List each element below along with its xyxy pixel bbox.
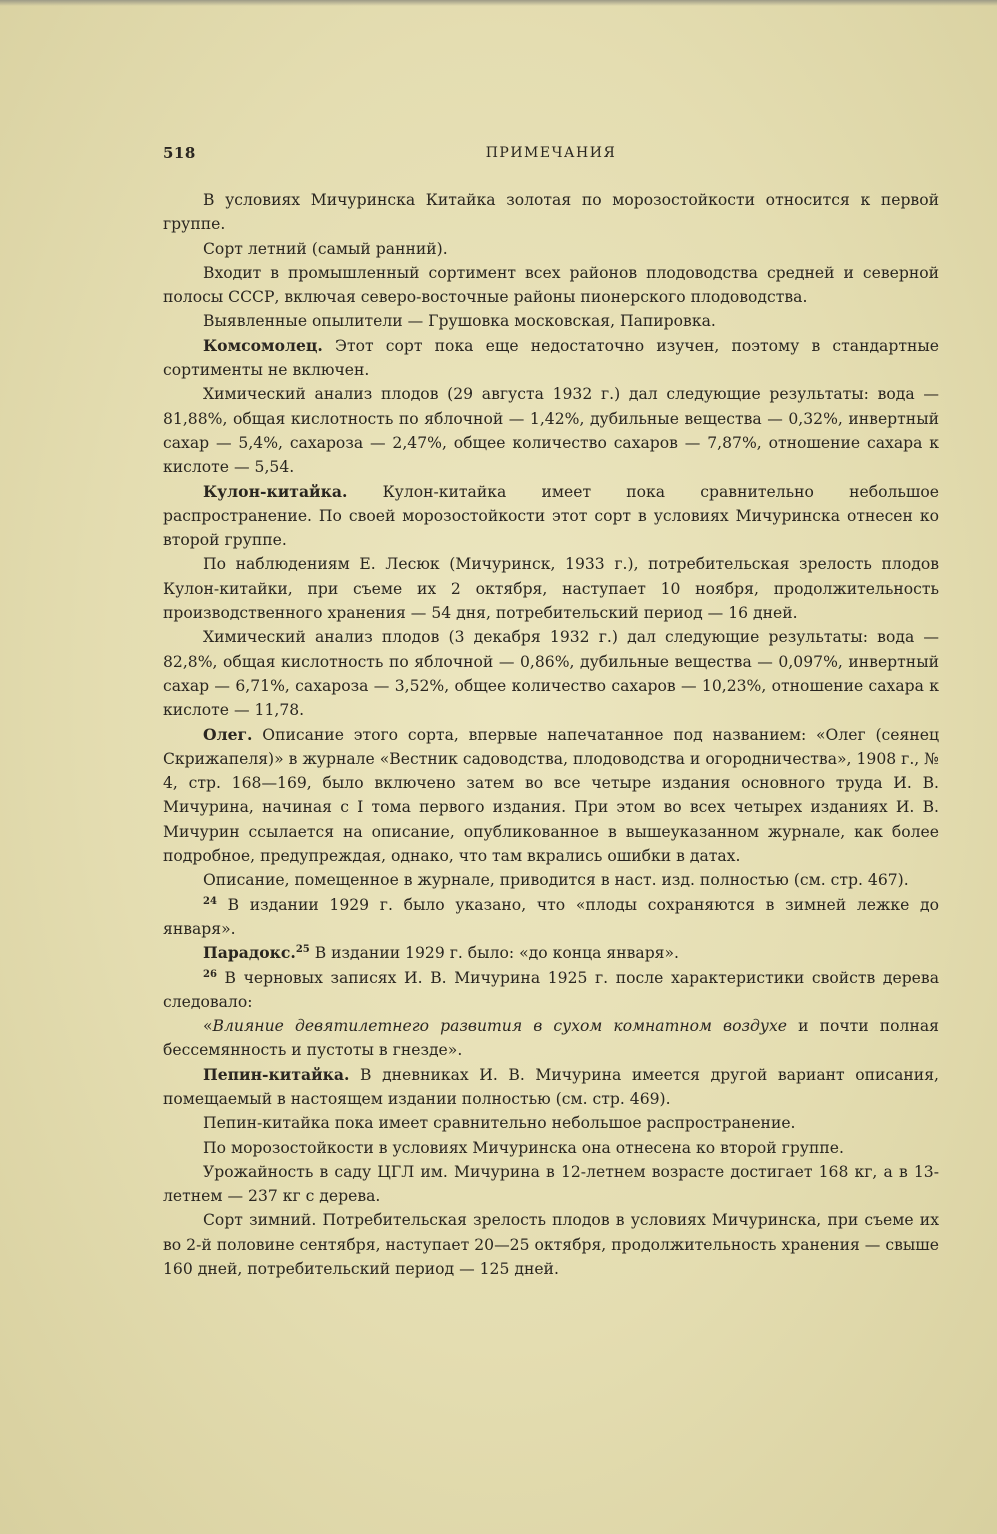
footnote-26: $^{26}$ В черновых записях И. В. Мичурина 1925 г. после характеристики свойств дерева следовало:	[163, 968, 939, 1011]
footnote-marker: 26	[203, 968, 217, 980]
variety-name: Олег.	[203, 724, 253, 744]
variety-name: Пепин-китайка.	[203, 1064, 350, 1084]
paragraph: Урожайность в саду ЦГЛ им. Мичурина в 12-летнем возрасте достигает 168 кг, а в 13-летнем — 237 кг с дерева.	[163, 1162, 939, 1206]
body-text	[163, 188, 939, 1281]
paragraph: Сорт зимний. Потребительская зрелость плодов в условиях Мичуринска, при съеме их во 2-й половине сентября, наступает 20—25 октября, продолжительность хранения — свыше 160 дней, потребительский период — 125 дней.	[163, 1211, 939, 1279]
variety-name: Парадокс.	[203, 943, 296, 963]
italic-quote: Влияние девятилетнего развития в сухом комнатном воздухе	[212, 1017, 787, 1036]
paragraph: Выявленные опылители — Грушовка московская, Папировка.	[203, 312, 716, 331]
footnote-marker: 24	[203, 895, 217, 907]
paragraph: По морозостойкости в условиях Мичуринска она отнесена ко второй группе.	[203, 1138, 844, 1157]
paragraph-paradoks: Парадокс.$^{25}$ В издании 1929 г. было: «до конца января».	[203, 943, 680, 963]
quotation: «Влияние девятилетнего развития в сухом комнатном воздухе и почти полная бессемянность и пустоты в гнезде».	[163, 1017, 939, 1060]
paragraph-oleg: Олег. Описание этого сорта, впервые напечатанное под названием: «Олег (сеянец Скрижапеля)» в журнале «Вестник садоводства, плодоводства и огородничества», 1908 г., № 4, стр. 168—169, было включено затем во все четыре издания основного труда И. В. Мичурина, начиная с I тома первого издания. При этом во всех четырех изданиях И. В. Мичурин ссылается на описание, опубликованное в вышеуказанном журнале, как более подробное, предупреждая, однако, что там вкрались ошибки в датах.	[163, 724, 939, 866]
paragraph-pepin-kitayka: Пепин-китайка. В дневниках И. В. Мичурина имеется другой вариант описания, помещаемый в настоящем издании полностью (см. стр. 469).	[163, 1064, 939, 1108]
page-number: 518	[163, 144, 196, 162]
paragraph-kulon-kitayka: Кулон-китайка. Кулон-китайка имеет пока сравнительно небольшое распространение. По своей морозостойкости этот сорт в условиях Мичуринска отнесен ко второй группе.	[163, 481, 939, 550]
page-header	[163, 144, 939, 168]
paragraph: Пепин-китайка пока имеет сравнительно небольшое распространение.	[203, 1114, 796, 1133]
paragraph: Химический анализ плодов (3 декабря 1932 г.) дал следующие результаты: вода — 82,8%, общая кислотность по яблочной — 0,86%, дубильные вещества — 0,097%, инвертный сахар — 6,71%, сахароза — 3,52%, общее количество сахаров — 10,23%, отношение сахара к кислоте — 11,78.	[163, 628, 939, 720]
paragraph: Описание, помещенное в журнале, приводится в наст. изд. полностью (см. стр. 467).	[203, 871, 909, 890]
paragraph: Сорт летний (самый ранний).	[203, 239, 448, 258]
variety-name: Кулон-китайка.	[203, 481, 348, 501]
variety-name: Комсомолец.	[203, 335, 323, 355]
paragraph: В условиях Мичуринска Китайка золотая по морозостойкости относится к первой группе.	[163, 191, 939, 234]
footnote-24: $^{24}$ В издании 1929 г. было указано, что «плоды сохраняются в зимней лежке до января».	[163, 895, 939, 938]
paragraph: Входит в промышленный сортимент всех районов плодоводства средней и северной полосы СССР, включая северо-восточные районы пионерского плодоводства.	[163, 263, 939, 307]
paragraph-komsomolets: Комсомолец. Этот сорт пока еще недостаточно изучен, поэтому в стандартные сортименты не включен.	[163, 335, 939, 380]
footnote-marker: 25	[295, 944, 310, 956]
running-head: ПРИМЕЧАНИЯ	[485, 145, 617, 161]
paragraph: Химический анализ плодов (29 августа 1932 г.) дал следующие результаты: вода — 81,88%, общая кислотность по яблочной — 1,42%, дубильные вещества — 0,32%, инвертный сахар — 5,4%, сахароза — 2,47%, общее количество сахаров — 7,87%, отношение сахара к кислоте — 5,54.	[163, 385, 939, 477]
page-edge	[0, 0, 997, 6]
paragraph: По наблюдениям Е. Лесюк (Мичуринск, 1933 г.), потребительская зрелость плодов Кулон-китайки, при съеме их 2 октября, наступает 10 ноября, продолжительность производственного хранения — 54 дня, потребительский период — 16 дней.	[163, 555, 939, 623]
